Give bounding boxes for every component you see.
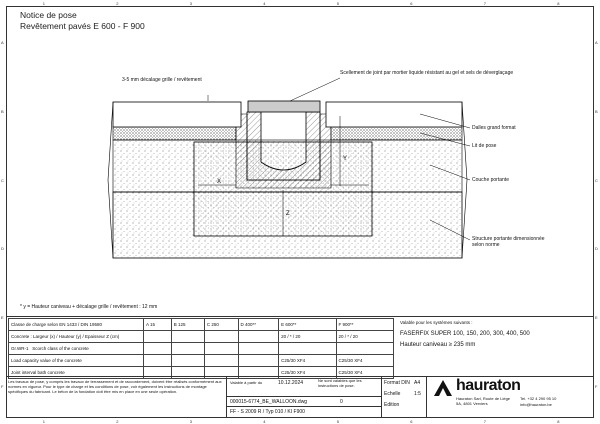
joint-f: C25/30 XF4 — [336, 367, 393, 379]
slab-note: Dalles grand format — [472, 125, 516, 131]
capacity-f: C25/30 XF4 — [336, 355, 393, 367]
grid-row-label: E — [1, 315, 4, 320]
class-a: A 15 — [144, 319, 172, 331]
grid-col-label: 2 — [116, 419, 119, 424]
class-c: C 250 — [204, 319, 238, 331]
load-class-label: Classe de charge selon EN 1433 / DIN 19580 — [9, 319, 144, 331]
format-label: Format DIN — [384, 380, 410, 386]
hauraton-logo-icon — [432, 378, 454, 398]
scale-label: Echelle — [384, 391, 401, 397]
drawing-code: FF - S 2009 R / Typ 010 / KI F900 — [230, 409, 305, 415]
grid-row-label: C — [1, 177, 4, 183]
paving-slab-left — [113, 102, 241, 127]
validity-line2: Hauteur caniveau ≥ 235 mm — [400, 342, 476, 348]
spec-table — [8, 318, 394, 379]
paving-slab-right — [326, 102, 462, 127]
grid-col-label: 7 — [483, 419, 486, 424]
grid-row-label: A — [1, 40, 4, 46]
gap-note: 3-5 mm décalage grille / revêtement — [122, 77, 202, 83]
legal-text: Les travaux de pose, y compris les travaux de terrassement et de raccordement, doivent être réalisés conformément aux normes en vigueur. Pour le type de charge et les conditions de pose, voir également les instructions de montage spécifiques du fabricant. Le béton de la fondation doit être mis en place en une seule opération. — [8, 379, 222, 394]
note-label: Ne sont valables que les instructions de pose. — [318, 378, 362, 388]
class-f: F 900** — [336, 319, 393, 331]
company-phone: Tel. +32 4 290 95 10 — [520, 396, 557, 401]
grid-col-label: 1 — [42, 419, 45, 424]
grid-row-label: B — [1, 109, 4, 114]
document-id: 000015-6774_BE_WALLOON.dwg — [230, 399, 308, 405]
grid-col-label: 4 — [263, 419, 266, 424]
scale-value: 1:5 — [414, 391, 421, 397]
grid-col-label: 8 — [557, 1, 560, 6]
bedding-layer-right — [331, 127, 462, 140]
format-value: A4 — [414, 380, 421, 386]
grid-row-label: A — [595, 40, 598, 46]
valid-date: 10.12.2024 — [278, 380, 304, 386]
grid-col-label: 1 — [42, 1, 45, 6]
capacity-label: Load capacity value of the concrete — [9, 355, 144, 367]
grid-col-label: 6 — [410, 419, 413, 424]
joint-note: Scellement de joint par mortier liquide résistant au gel et sels de déverglaçage — [340, 70, 514, 76]
class-b: B 125 — [171, 319, 204, 331]
grid-col-label: 6 — [410, 1, 413, 6]
dim-x-label: X — [217, 179, 222, 185]
edition-label: Edition — [384, 402, 400, 408]
footnote: * y = Hauteur caniveau + décalage grille / revêtement : 12 mm — [20, 304, 158, 310]
grid-row-label: D — [595, 246, 598, 252]
grid-row-label: D — [1, 246, 4, 252]
company-email: info@hauraton.be — [520, 402, 552, 407]
grid-col-label: 8 — [557, 419, 560, 424]
grid-row-label: F — [1, 383, 4, 389]
brand-name: hauraton — [456, 377, 521, 394]
page-subtitle: Revêtement pavés E 600 - F 900 — [20, 21, 145, 31]
document-index: 0 — [340, 399, 343, 405]
grid-col-label: 5 — [336, 1, 339, 6]
bedding-note: Lit de pose — [472, 143, 497, 149]
grid-col-label: 2 — [116, 1, 119, 6]
grid-col-label: 4 — [263, 1, 266, 6]
grade-label: Gr.WR-1 — [11, 346, 29, 351]
valid-label: Valable à partir du — [230, 380, 263, 385]
concrete-f: 20 / * / 20 — [336, 331, 393, 343]
validity-line1: FASERFIX SUPER 100, 150, 200, 300, 400, 500 — [400, 331, 530, 337]
page-title: Notice de pose — [20, 10, 77, 20]
dim-z-label: Z — [286, 211, 290, 217]
dim-y-label: Y — [343, 156, 348, 162]
class-d: D 400** — [238, 319, 279, 331]
company-address: Hauraton Sarl, Route de Liège 5A, 4801 Verviers — [456, 396, 511, 406]
grid-col-label: 5 — [336, 419, 339, 424]
grid-row-label: E — [595, 315, 598, 320]
grid-col-label: 3 — [189, 419, 192, 424]
bedding-layer — [113, 127, 236, 140]
joint-label: Joint interval bath concrete — [9, 367, 144, 379]
grid-col-label: 3 — [189, 1, 192, 6]
grid-row-label: F — [595, 383, 598, 389]
base-note: Couche portante — [472, 177, 509, 183]
validity-title: Valable pour les systèmes suivants : — [400, 320, 473, 325]
grid-row-label: B — [595, 109, 598, 114]
grating — [248, 101, 320, 112]
grid-row-label: C — [595, 177, 598, 183]
grid-col-label: 7 — [483, 1, 486, 6]
joint-e: C25/30 XF4 — [279, 367, 336, 379]
structure-note: Structure portante dimensionnée selon norme — [472, 236, 545, 248]
class-e: E 600** — [279, 319, 336, 331]
capacity-e: C25/30 XF4 — [279, 355, 336, 367]
concrete-e: 20 / * / 20 — [279, 331, 336, 343]
concrete-label: Concrete : Largeur (x) / Hauteur (y) / Epaisseur Z (cm) — [9, 331, 144, 343]
scorch-label: Scorch class of the concrete — [32, 346, 89, 351]
